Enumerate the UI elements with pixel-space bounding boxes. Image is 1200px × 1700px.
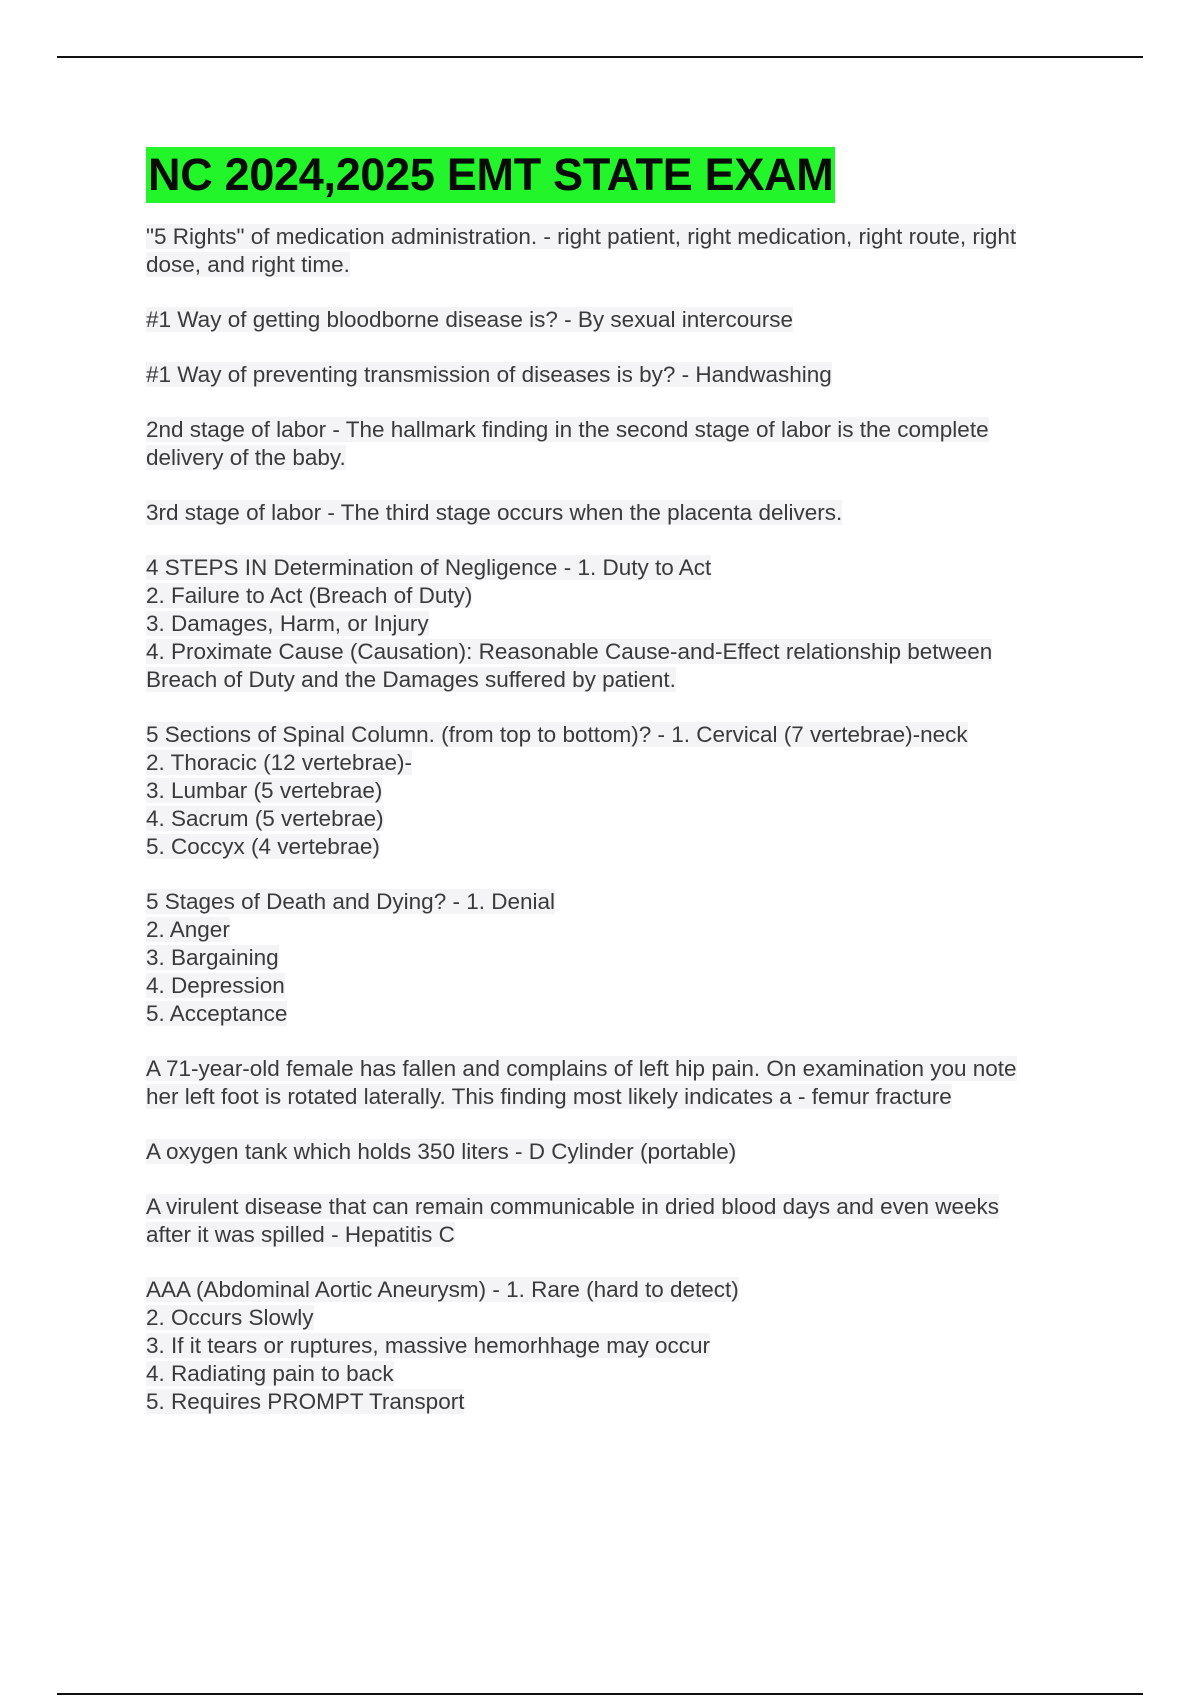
flashcard-entry (146, 1138, 1086, 1166)
flashcard-list (146, 223, 1086, 1416)
document-title: NC 2024,2025 EMT STATE EXAM (146, 147, 835, 203)
entry-line-text: 4. Sacrum (5 vertebrae) (146, 806, 384, 831)
entry-line (146, 1193, 1086, 1221)
document-page (146, 147, 1086, 1443)
entry-line (146, 777, 1086, 805)
entry-line-text: 3. Lumbar (5 vertebrae) (146, 778, 383, 803)
entry-line (146, 416, 1086, 444)
flashcard-entry (146, 1193, 1086, 1249)
flashcard-entry (146, 721, 1086, 861)
entry-line (146, 223, 1086, 251)
flashcard-entry (146, 306, 1086, 334)
entry-line-text: 2. Thoracic (12 vertebrae)- (146, 750, 412, 775)
bottom-divider (57, 1693, 1143, 1695)
entry-line (146, 1221, 1086, 1249)
entry-line (146, 1138, 1086, 1166)
entry-line-text: 4. Proximate Cause (Causation): Reasonable Cause-and-Effect relationship between (146, 639, 993, 664)
entry-line (146, 499, 1086, 527)
entry-line-text: 5. Requires PROMPT Transport (146, 1389, 465, 1414)
entry-line-text: "5 Rights" of medication administration. - right patient, right medication, right route, right (146, 224, 1017, 249)
entry-line (146, 666, 1086, 694)
entry-line-text: dose, and right time. (146, 252, 350, 277)
entry-line-text: A virulent disease that can remain communicable in dried blood days and even weeks (146, 1194, 999, 1219)
entry-line-text: Breach of Duty and the Damages suffered by patient. (146, 667, 676, 692)
entry-line-text: AAA (Abdominal Aortic Aneurysm) - 1. Rare (hard to detect) (146, 1277, 739, 1302)
flashcard-entry (146, 499, 1086, 527)
entry-line (146, 610, 1086, 638)
entry-line-text: 3. Bargaining (146, 945, 279, 970)
entry-line (146, 944, 1086, 972)
entry-line-text: #1 Way of preventing transmission of diseases is by? - Handwashing (146, 362, 832, 387)
entry-line-text: 5 Sections of Spinal Column. (from top to bottom)? - 1. Cervical (7 vertebrae)-neck (146, 722, 968, 747)
flashcard-entry (146, 1055, 1086, 1111)
flashcard-entry (146, 361, 1086, 389)
entry-line (146, 582, 1086, 610)
entry-line-text: 2nd stage of labor - The hallmark finding in the second stage of labor is the complete (146, 417, 989, 442)
entry-line (146, 1000, 1086, 1028)
entry-line (146, 1388, 1086, 1416)
entry-line (146, 306, 1086, 334)
entry-line-text: delivery of the baby. (146, 445, 346, 470)
entry-line (146, 638, 1086, 666)
entry-line (146, 251, 1086, 279)
entry-line (146, 1276, 1086, 1304)
entry-line-text: A 71-year-old female has fallen and complains of left hip pain. On examination you note (146, 1056, 1017, 1081)
entry-line-text: 2. Failure to Act (Breach of Duty) (146, 583, 473, 608)
flashcard-entry (146, 888, 1086, 1028)
entry-line (146, 721, 1086, 749)
entry-line-text: 3. If it tears or ruptures, massive hemorhhage may occur (146, 1333, 710, 1358)
entry-line (146, 749, 1086, 777)
flashcard-entry (146, 554, 1086, 694)
entry-line (146, 361, 1086, 389)
flashcard-entry (146, 416, 1086, 472)
entry-line-text: 5 Stages of Death and Dying? - 1. Denial (146, 889, 555, 914)
entry-line-text: #1 Way of getting bloodborne disease is? - By sexual intercourse (146, 307, 794, 332)
entry-line (146, 833, 1086, 861)
entry-line-text: 4. Depression (146, 973, 285, 998)
entry-line (146, 554, 1086, 582)
entry-line (146, 1083, 1086, 1111)
entry-line-text: 2. Occurs Slowly (146, 1305, 314, 1330)
entry-line (146, 972, 1086, 1000)
flashcard-entry (146, 1276, 1086, 1416)
entry-line-text: 2. Anger (146, 917, 230, 942)
entry-line-text: 4. Radiating pain to back (146, 1361, 394, 1386)
entry-line-text: her left foot is rotated laterally. This finding most likely indicates a - femur fracture (146, 1084, 952, 1109)
entry-line (146, 1304, 1086, 1332)
top-divider (57, 56, 1143, 58)
entry-line (146, 444, 1086, 472)
entry-line (146, 1332, 1086, 1360)
entry-line-text: after it was spilled - Hepatitis C (146, 1222, 455, 1247)
entry-line (146, 1360, 1086, 1388)
entry-line-text: 4 STEPS IN Determination of Negligence - 1. Duty to Act (146, 555, 712, 580)
entry-line-text: A oxygen tank which holds 350 liters - D Cylinder (portable) (146, 1139, 737, 1164)
entry-line (146, 916, 1086, 944)
entry-line (146, 805, 1086, 833)
entry-line (146, 888, 1086, 916)
entry-line (146, 1055, 1086, 1083)
entry-line-text: 5. Acceptance (146, 1001, 288, 1026)
entry-line-text: 5. Coccyx (4 vertebrae) (146, 834, 380, 859)
entry-line-text: 3. Damages, Harm, or Injury (146, 611, 429, 636)
flashcard-entry (146, 223, 1086, 279)
entry-line-text: 3rd stage of labor - The third stage occurs when the placenta delivers. (146, 500, 843, 525)
